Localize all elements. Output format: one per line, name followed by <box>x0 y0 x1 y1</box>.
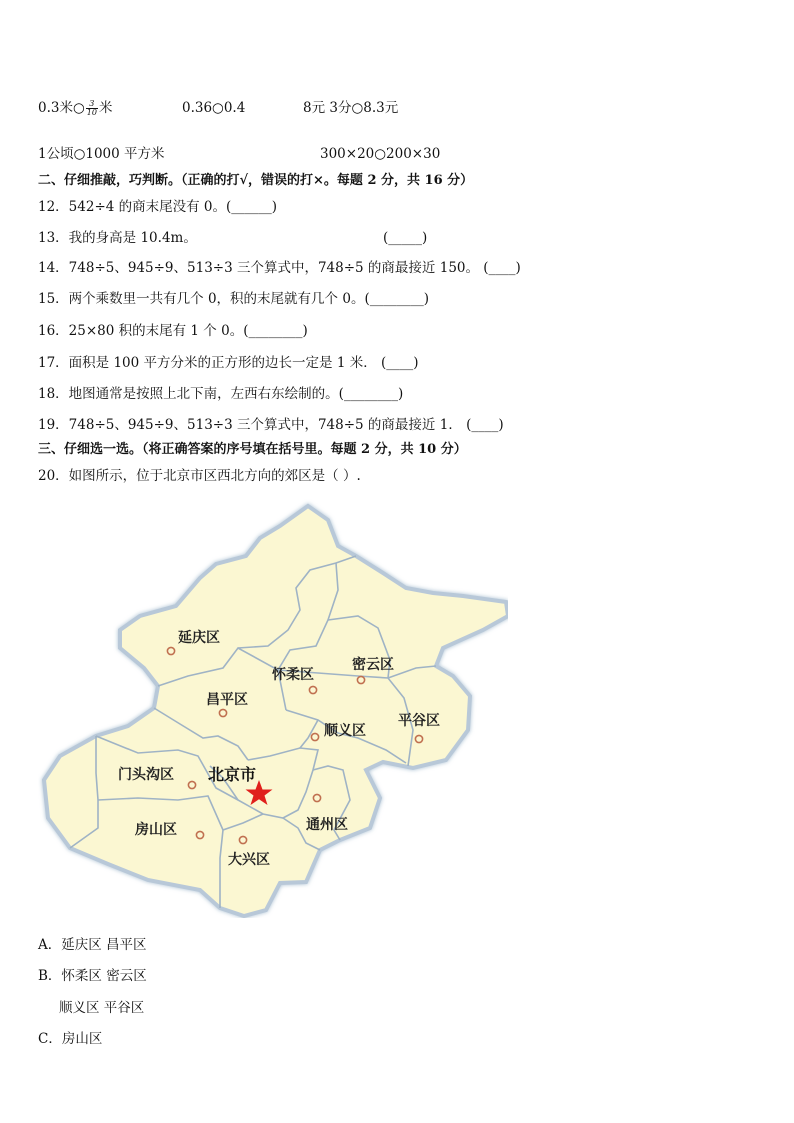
question-19: 19．748÷5、945÷9、513÷3 三个算式中，748÷5 的商最接近 1． (____) <box>38 417 504 433</box>
option-b-continued: 顺义区 平谷区 <box>59 1000 145 1016</box>
question-13: 13．我的身高是 10.4m。 <box>38 230 197 246</box>
option-a: A．延庆区 昌平区 <box>38 937 147 953</box>
compare-item-4: 1公顷○1000 平方米 <box>38 146 165 162</box>
fraction: $\frac{3}{10}$ <box>86 99 97 117</box>
question-14: 14．748÷5、945÷9、513÷3 三个算式中，748÷5 的商最接近 150。 (____) <box>38 260 521 276</box>
section-heading-2: 二、仔细推敲，巧判断。（正确的打√，错误的打×。每题 2 分，共 16 分） <box>38 173 474 188</box>
label-mentougou: 门头沟区 <box>118 767 174 783</box>
label-fangshan: 房山区 <box>135 822 177 838</box>
label-yanqing: 延庆区 <box>178 630 220 646</box>
compare-item-1 <box>38 99 112 117</box>
question-16: 16．25×80 积的末尾有 1 个 0。(________) <box>38 323 308 339</box>
label-beijing-city: 北京市 <box>208 765 257 784</box>
compare-item-3: 8元 3分○8.3元 <box>303 100 399 116</box>
label-tongzhou: 通州区 <box>306 817 348 833</box>
beijing-district-map <box>38 498 508 918</box>
option-c: C．房山区 <box>38 1031 103 1047</box>
label-changping: 昌平区 <box>206 692 248 708</box>
label-pinggu: 平谷区 <box>398 713 440 729</box>
compare-item-1-unit: 米 <box>98 100 113 116</box>
question-12: 12．542÷4 的商末尾没有 0。(______) <box>38 199 278 215</box>
label-miyun: 密云区 <box>352 657 394 673</box>
map-outline <box>44 506 508 916</box>
label-huairou: 怀柔区 <box>272 667 314 683</box>
compare-item-2: 0.36○0.4 <box>182 100 246 116</box>
section-heading-3: 三、仔细选一选。（将正确答案的序号填在括号里。每题 2 分，共 10 分） <box>38 442 467 457</box>
label-shunyi: 顺义区 <box>324 723 366 739</box>
question-15: 15．两个乘数里一共有几个 0，积的末尾就有几个 0。(________) <box>38 291 429 307</box>
question-13-blank: (_____) <box>383 230 428 246</box>
label-daxing: 大兴区 <box>228 852 270 868</box>
question-20: 20．如图所示，位于北京市区西北方向的郊区是（ ）. <box>38 468 361 484</box>
compare-item-1-left: 0.3米○ <box>38 100 85 116</box>
compare-item-5: 300×20○200×30 <box>320 146 441 162</box>
question-18: 18．地图通常是按照上北下南，左西右东绘制的。(________) <box>38 386 404 402</box>
question-17: 17．面积是 100 平方分米的正方形的边长一定是 1 米． (____) <box>38 355 419 371</box>
option-b: B．怀柔区 密云区 <box>38 968 147 984</box>
